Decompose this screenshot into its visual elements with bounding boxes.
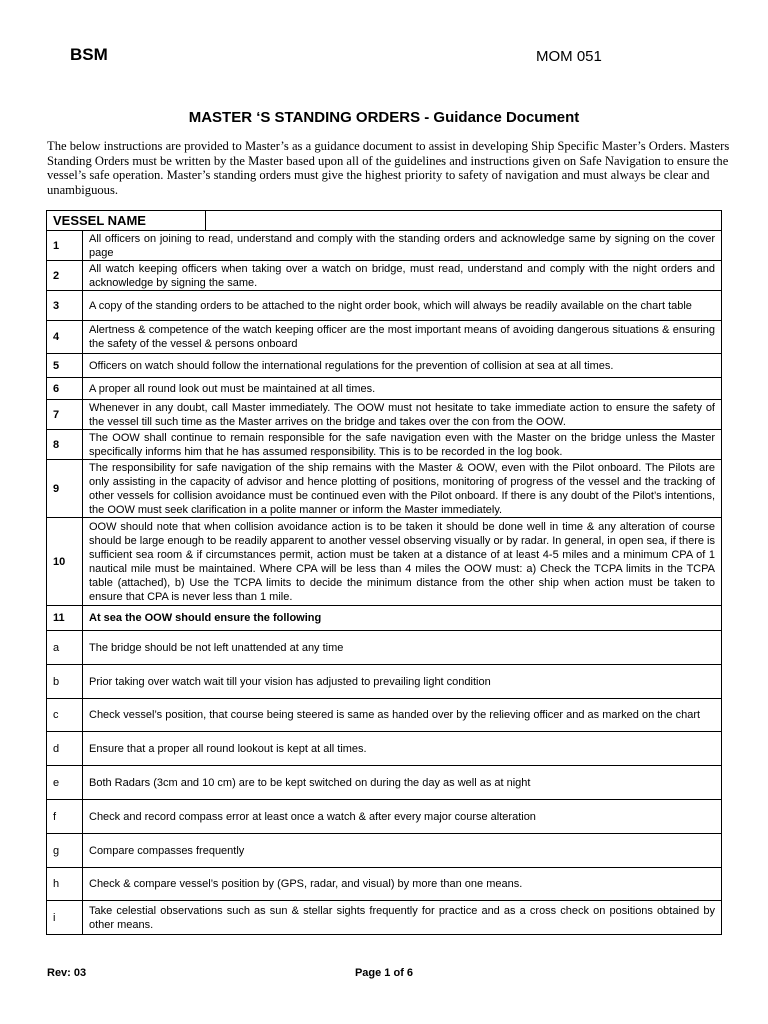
order-number: 6: [47, 378, 83, 400]
order-letter: g: [47, 834, 83, 868]
vessel-name-label: VESSEL NAME: [47, 211, 206, 231]
order-text: Both Radars (3cm and 10 cm) are to be kept switched on during the day as well as at night: [83, 766, 722, 800]
order-text: Check vessel’s position, that course being steered is same as handed over by the relieving officer and as marked on the chart: [83, 699, 722, 732]
order-letter: d: [47, 732, 83, 766]
order-letter: f: [47, 800, 83, 834]
footer-page-number: Page 1 of 6: [354, 967, 414, 979]
order-letter: a: [47, 631, 83, 665]
vessel-name-row: [47, 211, 722, 231]
order-letter: b: [47, 665, 83, 699]
table-row: [47, 901, 722, 935]
order-number: 8: [47, 430, 83, 460]
table-row: [47, 665, 722, 699]
standing-orders-table: [46, 210, 722, 935]
order-number: 5: [47, 354, 83, 378]
table-row: [47, 291, 722, 321]
table-row: [47, 518, 722, 606]
order-text: A proper all round look out must be maintained at all times.: [83, 378, 722, 400]
order-letter: c: [47, 699, 83, 732]
intro-paragraph: The below instructions are provided to Master’s as a guidance document to assist in developing Ship Specific Master’s Orders. Masters Standing Orders must be written by the Master based upon all of the guidelines and instructions given on Safe Navigation to ensure the vessel’s safe operation. Master’s standing orders must give the highest priority to safety of navigation and must always be clear and unambiguous.: [47, 139, 730, 197]
table-row: [47, 261, 722, 291]
order-text: Check & compare vessel’s position by (GPS, radar, and visual) by more than one means.: [83, 868, 722, 901]
order-letter: e: [47, 766, 83, 800]
order-text: Take celestial observations such as sun & stellar sights frequently for practice and as a cross check on positions obtained by other means.: [83, 901, 722, 935]
header-document-code: MOM 051: [536, 48, 602, 65]
table-row: [47, 231, 722, 261]
order-number: 11: [47, 606, 83, 631]
order-text: Compare compasses frequently: [83, 834, 722, 868]
order-text: Whenever in any doubt, call Master immediately. The OOW must not hesitate to take immediate action to ensure the safety of the vessel till such time as the Master arrives on the bridge and takes over the con from the OOW.: [83, 400, 722, 430]
order-text: A copy of the standing orders to be attached to the night order book, which will always be readily available on the chart table: [83, 291, 722, 321]
table-row: [47, 321, 722, 354]
order-text: At sea the OOW should ensure the following: [83, 606, 722, 631]
order-number: 7: [47, 400, 83, 430]
order-number: 2: [47, 261, 83, 291]
page-title: MASTER ‘S STANDING ORDERS - Guidance Document: [188, 109, 580, 126]
table-row: [47, 766, 722, 800]
table-row: [47, 430, 722, 460]
table-row: [47, 699, 722, 732]
table-row: [47, 834, 722, 868]
order-letter: i: [47, 901, 83, 935]
order-text: All officers on joining to read, understand and comply with the standing orders and acknowledge same by signing on the cover page: [83, 231, 722, 261]
header-bsm: BSM: [70, 45, 108, 64]
order-text: Alertness & competence of the watch keeping officer are the most important means of avoiding dangerous situations & ensuring the safety of the vessel & persons onboard: [83, 321, 722, 354]
order-text: OOW should note that when collision avoidance action is to be taken it should be done well in time & any alteration of course should be large enough to be readily apparent to another vessel observing visually or by radar. In general, in open sea, if there is sufficient sea room & if circumstances permit, action must be taken at a distance of at least 4-5 miles and a minimum CPA of 1 nautical mile must be maintained. Where CPA will be less than 4 miles the OOW must: a) Check the TCPA limits in the TCPA table (attached), b) Use the TCPA limits to decide the minimum distance from the other ship when action must be taken to ensure that CPA is never less than 1 mile.: [83, 518, 722, 606]
order-number: 9: [47, 460, 83, 518]
footer-revision: Rev: 03: [47, 967, 87, 979]
vessel-name-field[interactable]: [206, 211, 722, 231]
table-row: [47, 460, 722, 518]
order-letter: h: [47, 868, 83, 901]
table-row: [47, 732, 722, 766]
table-row: [47, 354, 722, 378]
order-text: Prior taking over watch wait till your vision has adjusted to prevailing light condition: [83, 665, 722, 699]
order-text: The responsibility for safe navigation of the ship remains with the Master & OOW, even with the Pilot onboard. The Pilots are only assisting in the capacity of advisor and hence plotting of positions, monitoring of progress of the vessel and the tracking of other vessels for collision avoidance must be continued even with the Pilot onboard. If there is any doubt of the Pilot’s intentions, the OOW must seek clarification in a polite manner or inform the Master immediately.: [83, 460, 722, 518]
table-row: [47, 378, 722, 400]
order-text: Ensure that a proper all round lookout is kept at all times.: [83, 732, 722, 766]
order-number: 10: [47, 518, 83, 606]
order-text: All watch keeping officers when taking over a watch on bridge, must read, understand and comply with the night orders and acknowledge by signing the same.: [83, 261, 722, 291]
order-text: The OOW shall continue to remain responsible for the safe navigation even with the Master on the bridge unless the Master specifically informs him that he has assumed responsibility. This is to be recorded in the log book.: [83, 430, 722, 460]
table-row: [47, 868, 722, 901]
order-number: 1: [47, 231, 83, 261]
order-text: Check and record compass error at least once a watch & after every major course alteration: [83, 800, 722, 834]
order-number: 3: [47, 291, 83, 321]
order-number: 4: [47, 321, 83, 354]
table-row: [47, 400, 722, 430]
table-row: [47, 800, 722, 834]
order-text: Officers on watch should follow the international regulations for the prevention of collision at sea at all times.: [83, 354, 722, 378]
table-row: [47, 631, 722, 665]
table-row: [47, 606, 722, 631]
order-text: The bridge should be not left unattended at any time: [83, 631, 722, 665]
